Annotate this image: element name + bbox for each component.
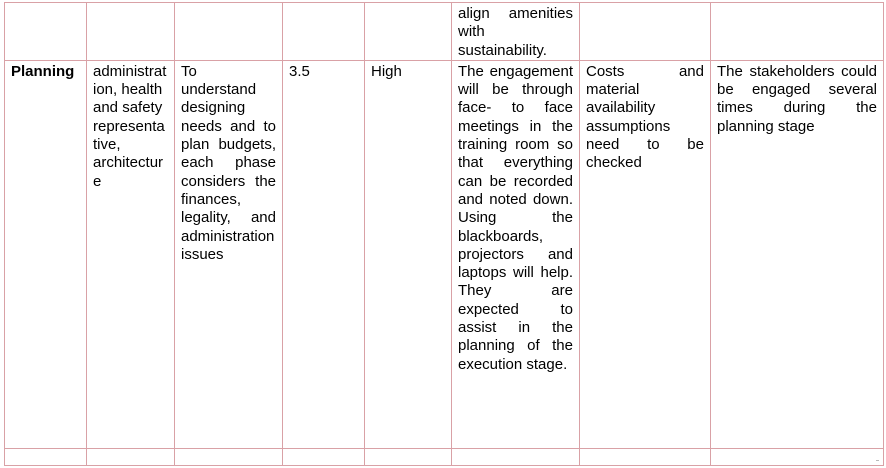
top-cell-4 bbox=[283, 3, 365, 61]
top-cell-5 bbox=[365, 3, 452, 61]
top-cell-6-engagement-continued: align amenities with sustainability. bbox=[452, 3, 580, 61]
top-cell-7 bbox=[580, 3, 711, 61]
stray-mark bbox=[876, 460, 879, 461]
bottom-cell-5 bbox=[365, 448, 452, 465]
score-cell: 3.5 bbox=[283, 60, 365, 448]
table-row bbox=[5, 3, 884, 61]
frequency-cell: The stakeholders could be engaged several times during the planning stage bbox=[711, 60, 884, 448]
bottom-cell-8 bbox=[711, 448, 884, 465]
bottom-cell-3 bbox=[175, 448, 283, 465]
stakeholder-engagement-table bbox=[4, 2, 884, 466]
bottom-cell-7 bbox=[580, 448, 711, 465]
table-row bbox=[5, 448, 884, 465]
bottom-cell-1 bbox=[5, 448, 87, 465]
top-cell-8 bbox=[711, 3, 884, 61]
purpose-cell: To understand designing needs and to plan budgets, each phase considers the finances, legality, and administration issues bbox=[175, 60, 283, 448]
phase-cell: Planning bbox=[5, 60, 87, 448]
top-cell-3 bbox=[175, 3, 283, 61]
top-cell-1 bbox=[5, 3, 87, 61]
engagement-method-cell: The engagement will be through face- to face meetings in the training room so that everything can be recorded and noted down. Using the blackboards, projectors and laptops will help. They are expected to assist in the planning of the execution stage. bbox=[452, 60, 580, 448]
stakeholders-cell: administration, health and safety representative, architecture bbox=[87, 60, 175, 448]
bottom-cell-2 bbox=[87, 448, 175, 465]
priority-cell: High bbox=[365, 60, 452, 448]
bottom-cell-6 bbox=[452, 448, 580, 465]
assumptions-cell: Costs and material availability assumptions need to be checked bbox=[580, 60, 711, 448]
top-cell-2 bbox=[87, 3, 175, 61]
bottom-cell-4 bbox=[283, 448, 365, 465]
table-row bbox=[5, 60, 884, 448]
